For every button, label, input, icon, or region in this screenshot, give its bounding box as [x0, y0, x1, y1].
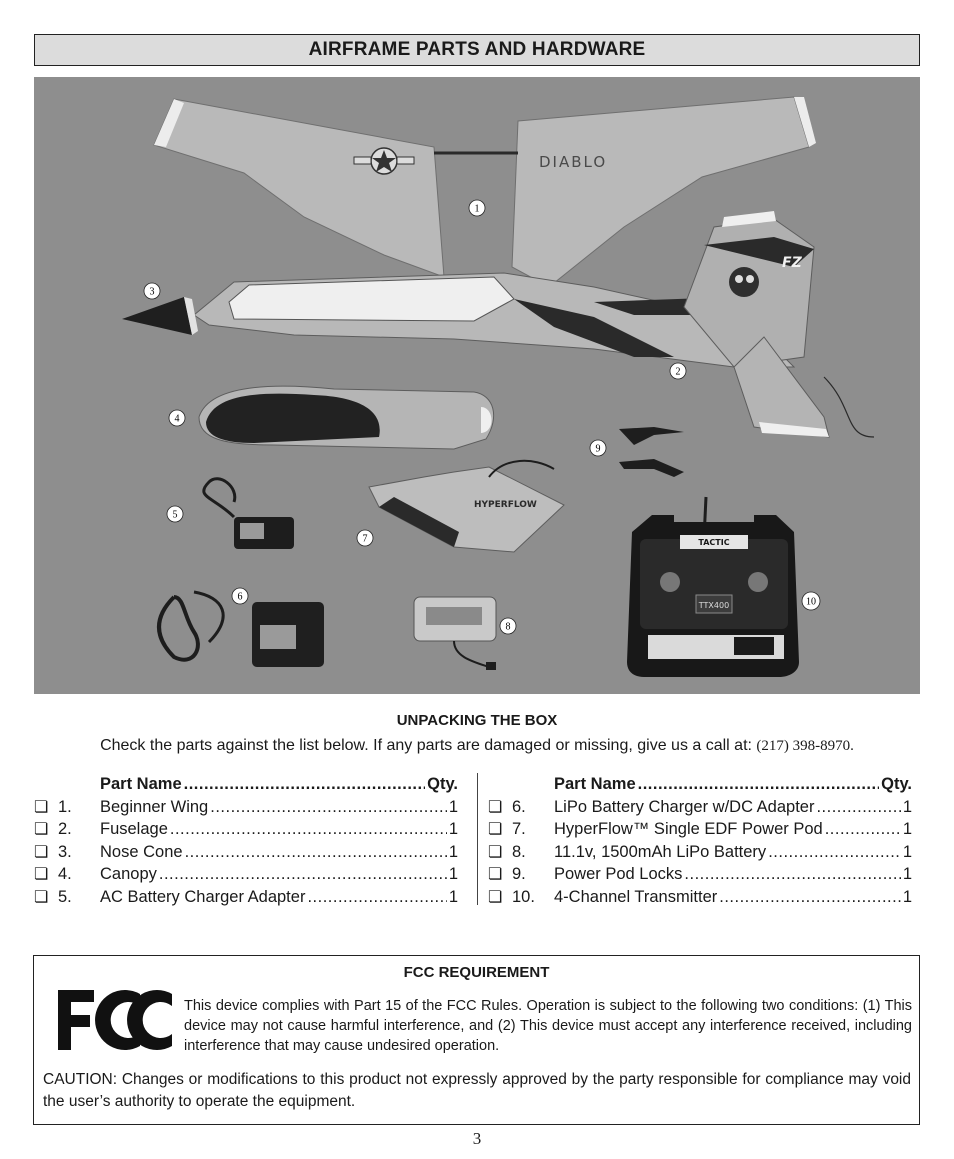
qty-header: Qty.	[881, 775, 912, 793]
svg-text:10: 10	[806, 596, 816, 608]
part-name: AC Battery Charger Adapter	[100, 887, 306, 906]
part-number: 7.	[512, 820, 526, 838]
part-row	[488, 886, 912, 909]
svg-text:1: 1	[474, 203, 480, 215]
callout-7	[357, 530, 373, 546]
parts-photo	[34, 77, 920, 694]
part-name-header: Part Name	[100, 775, 182, 793]
part-name: LiPo Battery Charger w/DC Adapter	[554, 797, 815, 816]
pod-decal-text: HYPERFLOW	[474, 500, 537, 510]
part-row	[488, 796, 912, 819]
qty-header: Qty.	[427, 775, 458, 793]
part-number: 6.	[512, 797, 526, 816]
canopy	[199, 386, 494, 449]
callout-6	[232, 588, 248, 604]
callout-4	[169, 410, 185, 426]
part-name: 11.1v, 1500mAh LiPo Battery	[554, 842, 767, 861]
checkbox-icon[interactable]: ❏	[488, 821, 503, 838]
part-row	[488, 818, 912, 841]
svg-text:6: 6	[237, 591, 243, 603]
part-qty: 1	[448, 797, 458, 816]
wing-left	[154, 99, 444, 277]
part-name: 4-Channel Transmitter	[554, 887, 718, 906]
fcc-requirement-box	[33, 955, 920, 1125]
section-title	[34, 34, 920, 66]
nose-cone	[122, 297, 198, 335]
part-qty: 1	[448, 887, 458, 906]
svg-text:7: 7	[362, 533, 368, 545]
transmitter-model: TTX400	[698, 601, 730, 610]
svg-text:4: 4	[174, 413, 180, 425]
part-qty: 1	[902, 887, 912, 906]
part-row	[34, 886, 458, 909]
part-name: HyperFlow™ Single EDF Power Pod	[554, 820, 823, 838]
callout-10	[802, 592, 820, 610]
parts-list-header	[488, 773, 912, 796]
svg-text:9: 9	[595, 443, 601, 455]
part-row	[34, 863, 458, 886]
svg-text:2: 2	[675, 366, 681, 378]
part-qty: 1	[448, 820, 458, 838]
part-number: 5.	[58, 887, 72, 906]
part-number: 10.	[512, 887, 535, 906]
part-row	[488, 863, 912, 886]
unpacking-description	[0, 737, 954, 755]
callout-5	[167, 506, 183, 522]
part-row	[34, 841, 458, 864]
callout-3	[144, 283, 160, 299]
unpacking-description-text: Check the parts against the list below. If any parts are damaged or missing, give us a call at:	[100, 737, 752, 754]
power-pod-locks	[619, 427, 684, 477]
fcc-logo-icon	[54, 986, 178, 1054]
parts-photo-illustration	[34, 77, 920, 694]
part-number: 8.	[512, 842, 526, 861]
parts-list-header	[34, 773, 458, 796]
edf-power-pod	[369, 461, 564, 552]
part-number: 3.	[58, 842, 72, 861]
svg-text:3: 3	[149, 286, 155, 298]
part-number: 1.	[58, 797, 72, 816]
part-qty: 1	[448, 842, 458, 861]
tail-decal-text: FZ	[782, 255, 802, 271]
part-qty: 1	[902, 842, 912, 861]
checkbox-icon[interactable]: ❏	[488, 866, 503, 883]
unpacking-title: UNPACKING THE BOX	[396, 712, 558, 729]
support-phone: (217) 398-8970.	[756, 738, 854, 754]
part-name: Canopy	[100, 865, 157, 883]
part-name-header: Part Name	[554, 775, 636, 793]
page-number: 3	[472, 1129, 482, 1148]
part-qty: 1	[902, 820, 912, 838]
part-number: 2.	[58, 820, 72, 838]
checkbox-icon[interactable]: ❏	[34, 866, 49, 883]
callout-8	[500, 618, 516, 634]
part-row	[34, 818, 458, 841]
transmitter-brand: TACTIC	[698, 538, 730, 547]
parts-list-right	[488, 773, 912, 908]
part-name: Fuselage	[100, 820, 168, 838]
part-name: Nose Cone	[100, 842, 183, 861]
checkbox-icon[interactable]: ❏	[488, 843, 503, 861]
svg-text:5: 5	[172, 509, 178, 521]
checkbox-icon[interactable]: ❏	[34, 843, 49, 861]
part-qty: 1	[448, 865, 458, 883]
callout-9	[590, 440, 606, 456]
part-qty: 1	[902, 865, 912, 883]
callout-2	[670, 363, 686, 379]
column-divider	[477, 773, 478, 905]
callout-1	[469, 200, 485, 216]
part-qty: 1	[902, 797, 912, 816]
checkbox-icon[interactable]: ❏	[488, 888, 503, 906]
part-name: Power Pod Locks	[554, 865, 683, 883]
svg-text:8: 8	[505, 621, 511, 633]
ac-adapter	[204, 479, 294, 549]
wing-decal-text: DIABLO	[539, 153, 608, 171]
transmitter	[627, 497, 799, 677]
checkbox-icon[interactable]: ❏	[488, 798, 503, 816]
part-row	[34, 796, 458, 819]
part-row	[488, 841, 912, 864]
part-name: Beginner Wing	[100, 797, 209, 816]
parts-list-left	[34, 773, 458, 908]
checkbox-icon[interactable]: ❏	[34, 798, 49, 816]
lipo-battery	[414, 597, 496, 670]
fcc-title: FCC REQUIREMENT	[403, 964, 550, 981]
checkbox-icon[interactable]: ❏	[34, 821, 49, 838]
fcc-caution-text: CAUTION: Changes or modifications to this product not expressly approved by the party responsible for compliance may void the user’s authority to operate the equipment.	[43, 1071, 911, 1110]
part-number: 4.	[58, 865, 72, 883]
fcc-compliance-text: This device complies with Part 15 of the FCC Rules. Operation is subject to the following two conditions: (1) This device may not cause harmful interference, and (2) This device must accept any interference received, including interference that may cause undesired operation.	[184, 998, 912, 1054]
section-title-text: AIRFRAME PARTS AND HARDWARE	[308, 39, 646, 60]
part-number: 9.	[512, 865, 526, 883]
checkbox-icon[interactable]: ❏	[34, 888, 49, 906]
